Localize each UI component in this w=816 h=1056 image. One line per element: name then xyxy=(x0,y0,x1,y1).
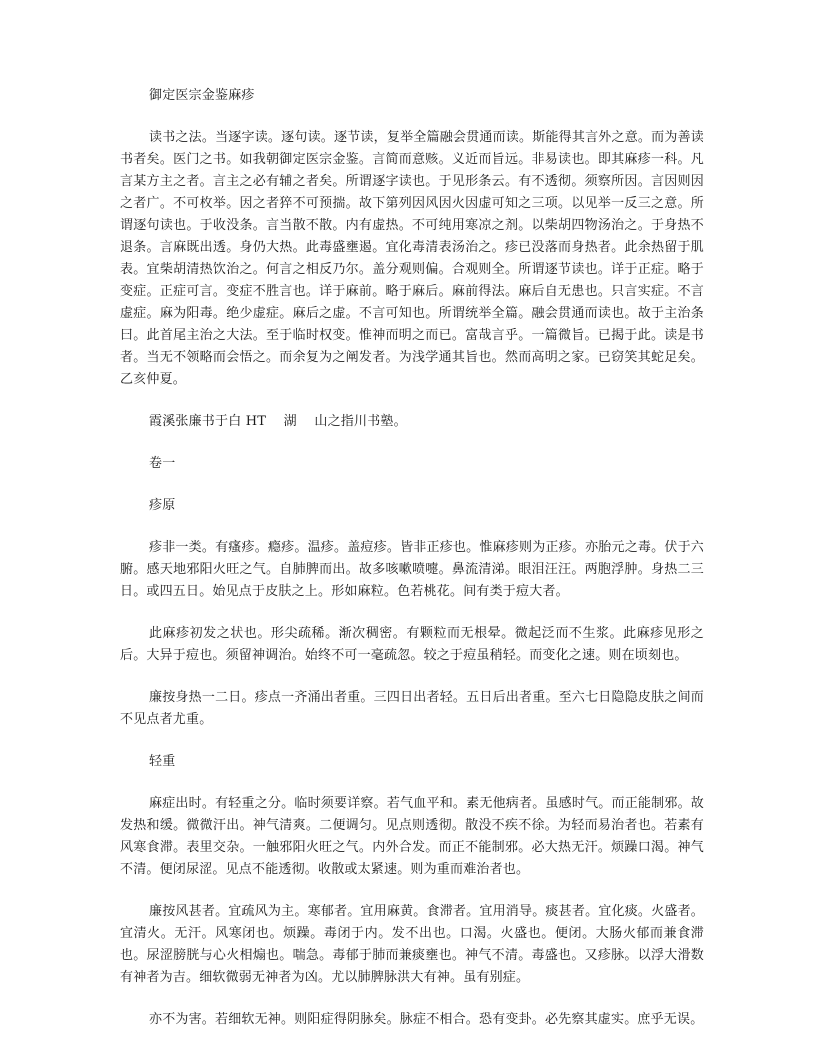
preface-paragraph: 读书之法。当逐字读。逐句读。逐节读，复举全篇融会贯通而读。斯能得其言外之意。而为善读书者矣。医门之书。如我朝御定医宗金鉴。言简而意赅。义近而旨远。非易读也。即其麻疹一科。凡言某方主之者。言主之必有辅之者矣。所谓逐字读也。于见形条云。有不透彻。须察所因。言因则因之者广。不可枚举。因之者猝不可预揣。故下第列因风因火因虚可知之三项。以见举一反三之意。所谓逐句读也。于收没条。言当散不散。内有虚热。不可纯用寒凉之剂。以柴胡四物汤治之。于身热不退条。言麻既出透。身仍大热。此毒盛壅遏。宜化毒清表汤治之。疹已没落而身热者。此余热留于肌表。宜柴胡清热饮治之。何言之相反乃尔。盖分观则偏。合观则全。所谓逐节读也。详于正症。略于变症。正症可言。变症不胜言也。详于麻前。略于麻后。麻前得法。麻后自无患也。只言实症。不言虚症。麻为阳毒。绝少虚症。麻后之虚。不言可知也。所谓统举全篇。融会贯通而读也。故于主治条曰。此首尾主治之大法。至于临时权变。惟神而明之而已。富哉言乎。一篇微旨。已揭于此。读是书者。当无不领略而会悟之。而余复为之阐发者。为浅学通其旨也。然而高明之家。已窃笑其蛇足矣。乙亥仲夏。 xyxy=(120,130,704,387)
body-paragraph: 亦不为害。若细软无神。则阳症得阴脉矣。脉症不相合。恐有变卦。必先察其虚实。庶乎无误。 xyxy=(149,1012,704,1027)
volume-heading: 卷一 xyxy=(149,456,176,471)
body-paragraph: 此麻疹初发之状也。形尖疏稀。渐次稠密。有颗粒而无根晕。微起泛而不生浆。此麻疹见形之后。大异于痘也。须留神调治。始终不可一毫疏忽。较之于痘虽稍轻。而变化之速。则在顷刻也。 xyxy=(120,626,704,663)
document-title: 御定医宗金鉴麻疹 xyxy=(149,88,255,103)
signature-line: 霞溪张廉书于白 HT 湖 山之指川书塾。 xyxy=(149,414,407,429)
section-heading-origin: 疹原 xyxy=(149,498,176,513)
section-heading-severity: 轻重 xyxy=(149,754,176,769)
body-paragraph: 疹非一类。有瘙疹。瘾疹。温疹。盖痘疹。皆非正疹也。惟麻疹则为正疹。亦胎元之毒。伏于六腑。感天地邪阳火旺之气。自肺脾而出。故多咳嗽喷嚏。鼻流清涕。眼泪汪汪。两胞浮肿。身热二三日。或四五日。始见点于皮肤之上。形如麻粒。色若桃花。间有类于痘大者。 xyxy=(120,540,704,599)
body-paragraph: 廉按风甚者。宜疏风为主。寒郁者。宜用麻黄。食滞者。宜用消导。痰甚者。宜化痰。火盛者。宜清火。无汗。风寒闭也。烦躁。毒闭于内。发不出也。口渴。火盛也。便闭。大肠火郁而兼食滞也。尿涩膀胱与心火相煽也。喘急。毒郁于肺而兼痰壅也。神气不清。毒盛也。又疹脉。以浮大滑数有神者为吉。细软微弱无神者为凶。尤以肺脾脉洪大有神。虽有别症。 xyxy=(120,904,704,985)
document-page xyxy=(120,85,704,1051)
body-paragraph: 麻症出时。有轻重之分。临时须要详察。若气血平和。素无他病者。虽感时气。而正能制邪。故发热和缓。微微汗出。神气清爽。二便调匀。见点则透彻。散没不疾不徐。为轻而易治者也。若素有风寒食滞。表里交杂。一触邪阳火旺之气。内外合发。而正不能制邪。必大热无汗。烦躁口渴。神气不清。便闭尿涩。见点不能透彻。收散或太紧速。则为重而难治者也。 xyxy=(120,796,704,877)
body-paragraph: 廉按身热一二日。疹点一齐涌出者重。三四日出者轻。五日后出者重。至六七日隐隐皮肤之间而不见点者尤重。 xyxy=(120,690,704,727)
